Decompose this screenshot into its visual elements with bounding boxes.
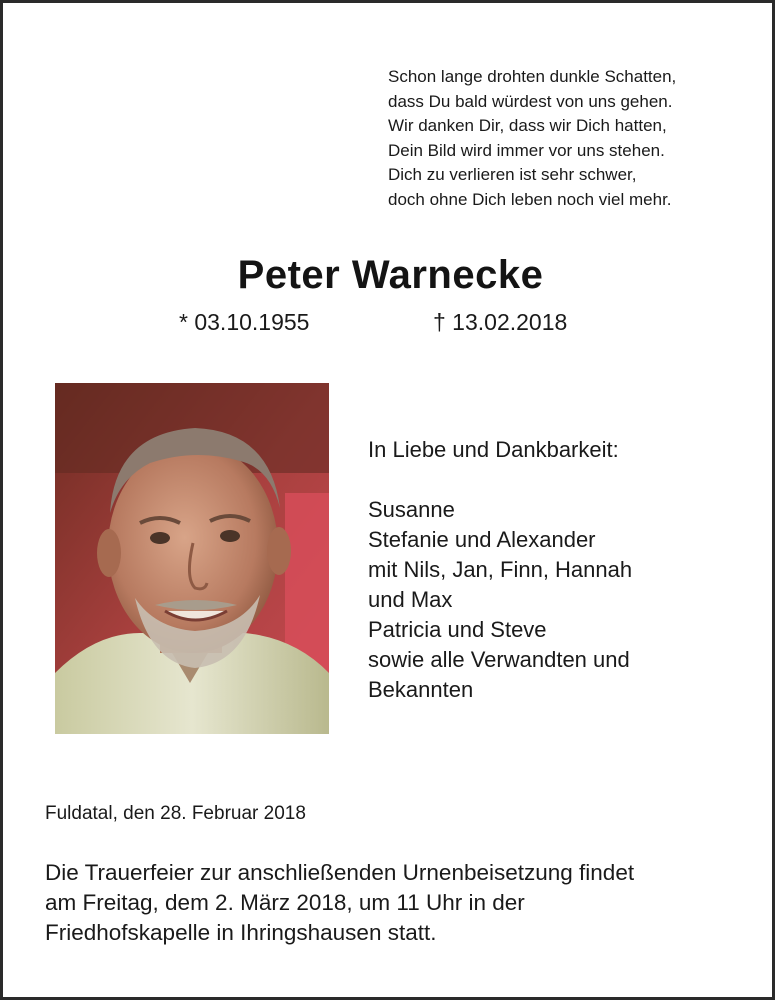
- family-line: mit Nils, Jan, Finn, Hannah: [368, 557, 633, 582]
- portrait-photo: [55, 383, 329, 734]
- poem-line: dass Du bald würdest von uns gehen.: [388, 91, 673, 111]
- death-date: † 13.02.2018: [433, 309, 568, 335]
- family-line: Bekannten: [368, 677, 474, 702]
- family-line: Stefanie und Alexander: [368, 527, 596, 552]
- poem-line: doch ohne Dich leben noch viel mehr.: [388, 189, 672, 209]
- poem-line: Dich zu verlieren ist sehr schwer,: [388, 165, 637, 184]
- poem: [388, 65, 676, 212]
- poem-line: Wir danken Dir, dass wir Dich hatten,: [388, 116, 667, 135]
- family-line: Patricia und Steve: [368, 617, 547, 642]
- family-line: und Max: [368, 587, 453, 612]
- family-line: sowie alle Verwandten und: [368, 647, 630, 672]
- ceremony-line: am Freitag, dem 2. März 2018, um 11 Uhr in der: [45, 890, 525, 915]
- family-line: Susanne: [368, 497, 455, 522]
- poem-line: Dein Bild wird immer vor uns stehen.: [388, 140, 665, 160]
- ceremony-notice: [45, 858, 634, 948]
- ceremony-line: Die Trauerfeier zur anschließenden Urnenbeisetzung findet: [45, 860, 635, 885]
- ceremony-line: Friedhofskapelle in Ihringshausen statt.: [45, 920, 437, 945]
- deceased-name: Peter Warnecke: [237, 253, 544, 297]
- family-list: [368, 435, 632, 705]
- poem-line: Schon lange drohten dunkle Schatten,: [388, 67, 677, 86]
- place-and-date: Fuldatal, den 28. Februar 2018: [45, 803, 306, 824]
- family-heading: In Liebe und Dankbarkeit:: [368, 437, 619, 462]
- birth-date: * 03.10.1955: [179, 309, 310, 335]
